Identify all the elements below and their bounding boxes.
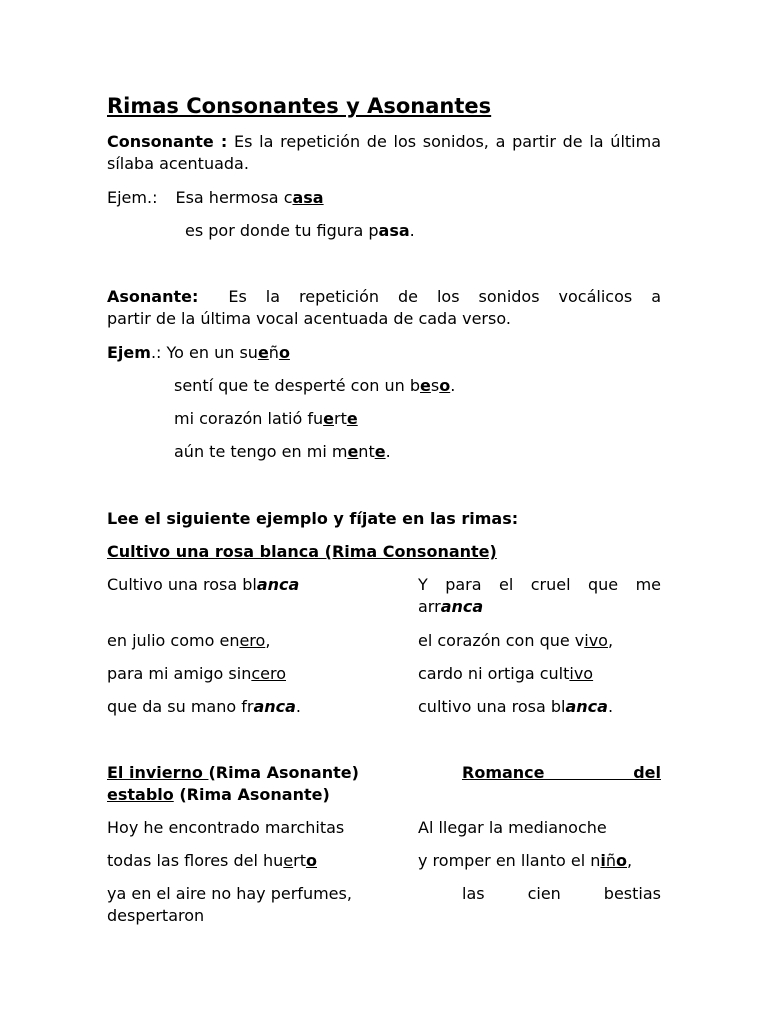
consonante-definition	[107, 131, 661, 175]
rhyme-ending: asa	[292, 188, 324, 207]
poem1-left-line-4: que da su mano franca.	[107, 697, 302, 716]
poem2-line-2: todas las flores del huerto	[107, 851, 317, 870]
poem2-title: El invierno (Rima Asonante)	[107, 763, 359, 782]
poem3-line-1: Al llegar la medianoche	[418, 818, 607, 837]
poem1-right-line-3: cardo ni ortiga cultivo	[418, 664, 594, 683]
poem3-line-2: y romper en llanto el niño,	[418, 851, 633, 870]
poem1-right-line-4: cultivo una rosa blanca.	[418, 697, 614, 716]
consonante-example-label: Ejem.:	[107, 188, 158, 207]
asonante-definition: Asonante: Es la repetición de los sonidos vocálicos a partir de la última vocal acentuada de cada verso.	[107, 287, 661, 328]
poem3-line-3: las cien bestias	[462, 884, 661, 903]
asonante-term: Asonante:	[107, 287, 199, 306]
consonante-term: Consonante :	[107, 132, 228, 151]
instruction-heading: Lee el siguiente ejemplo y fíjate en las rimas:	[107, 509, 519, 528]
poem2-line-1: Hoy he encontrado marchitas	[107, 818, 345, 837]
consonante-example-line-1: Ejem.: Esa hermosa casa	[107, 188, 324, 207]
poem1-right-line-2: el corazón con que vivo,	[418, 631, 614, 650]
rhyme-ending: asa	[378, 221, 410, 240]
page-title: Rimas Consonantes y Asonantes	[107, 94, 492, 118]
poem1-left-line-3: para mi amigo sincero	[107, 664, 286, 683]
asonante-example-line-4: aún te tengo en mi mente.	[174, 442, 391, 461]
consonante-definition-text: Es la repetición de los sonidos, a partir de la última sílaba acentuada.	[107, 132, 661, 173]
asonante-example-line-3: mi corazón latió fuerte	[174, 409, 358, 428]
asonante-example-label: Ejem	[107, 343, 151, 362]
poem1-right-line-1: Y para el cruel que me arranca	[418, 575, 661, 616]
poem1-left-line-1: Cultivo una rosa blanca	[107, 575, 300, 594]
poem1-left-line-2: en julio como enero,	[107, 631, 271, 650]
poem3-title-line-1: Romance del	[462, 763, 661, 782]
poem1-title: Cultivo una rosa blanca (Rima Consonante)	[107, 542, 497, 561]
poem3-title-line-2: establo (Rima Asonante)	[107, 785, 330, 804]
asonante-example-line-2: sentí que te desperté con un beso.	[174, 376, 456, 395]
consonante-example-line-2: es por donde tu figura pasa.	[185, 221, 415, 240]
asonante-example-line-1: Ejem.: Yo en un sueño	[107, 343, 290, 362]
poem2-line-3: ya en el aire no hay perfumes, despertaron	[107, 884, 352, 925]
